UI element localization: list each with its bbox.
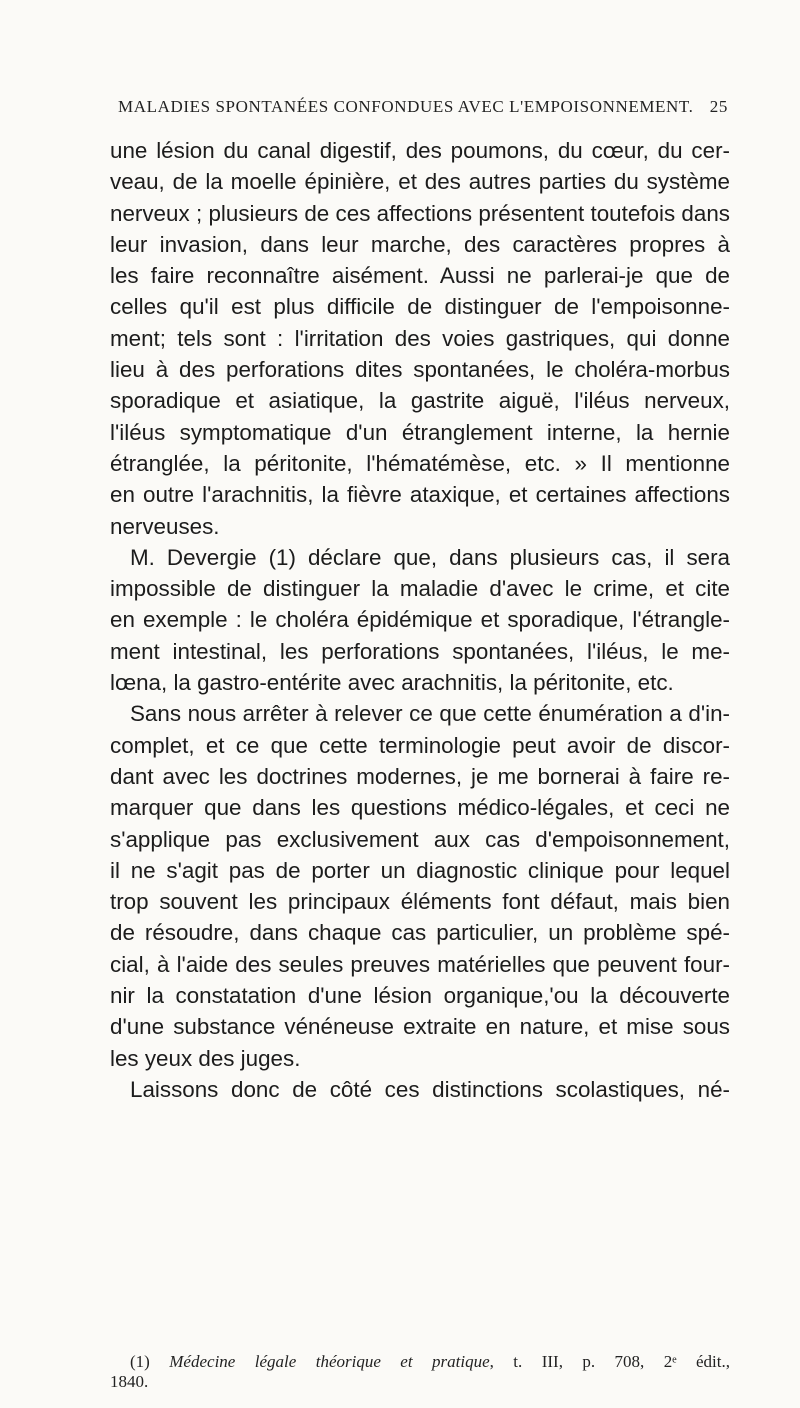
text-line: ment intestinal, les perforations spontanées, l'iléus, le me- bbox=[110, 638, 730, 664]
text-line: nerveux ; plusieurs de ces affections présentent toutefois dans bbox=[110, 200, 730, 226]
text-line: celles qu'il est plus difficile de distinguer de l'empoisonne- bbox=[110, 294, 730, 320]
text-line: nir la constatation d'une lésion organique,'ou la découverte bbox=[110, 983, 730, 1009]
text-line: trop souvent les principaux éléments font défaut, mais bien bbox=[110, 889, 730, 915]
footnote-details: , t. III, p. 708, 2ᵉ édit., bbox=[489, 1352, 731, 1371]
footnote-book-title: Médecine légale théorique et pratique bbox=[169, 1352, 490, 1371]
body-text bbox=[110, 135, 730, 1105]
text-line: marquer que dans les questions médico-légales, et ceci ne bbox=[110, 795, 730, 821]
text-line: Laissons donc de côté ces distinctions scolastiques, né- bbox=[130, 1076, 730, 1102]
text-line: lœna, la gastro-entérite avec arachnitis, la péritonite, etc. bbox=[110, 670, 674, 696]
page-number: 25 bbox=[709, 97, 728, 116]
text-line: s'applique pas exclusivement aux cas d'empoisonnement, bbox=[110, 826, 730, 852]
paragraph-1 bbox=[110, 135, 730, 542]
text-line: les faire reconnaître aisément. Aussi ne parlerai-je que de bbox=[110, 263, 730, 289]
footnote-marker: (1) bbox=[130, 1352, 150, 1371]
text-line: cial, à l'aide des seules preuves matérielles que peuvent four- bbox=[110, 951, 730, 977]
text-line: impossible de distinguer la maladie d'avec le crime, et cite bbox=[110, 576, 730, 602]
text-line: une lésion du canal digestif, des poumons, du cœur, du cer- bbox=[110, 138, 730, 163]
footnote-line bbox=[110, 1352, 730, 1372]
paragraph-2 bbox=[110, 542, 730, 698]
text-line: M. Devergie (1) déclare que, dans plusieurs cas, il sera bbox=[130, 544, 730, 570]
text-line: nerveuses. bbox=[110, 513, 220, 539]
text-line: d'une substance vénéneuse extraite en nature, et mise sous bbox=[110, 1014, 730, 1040]
text-line: complet, et ce que cette terminologie peut avoir de discor- bbox=[110, 732, 730, 758]
paragraph-3 bbox=[110, 698, 730, 1074]
running-head bbox=[118, 97, 728, 121]
footnote bbox=[110, 1352, 730, 1392]
text-line: étranglée, la péritonite, l'hématémèse, etc. » Il mentionne bbox=[110, 450, 730, 476]
running-title: MALADIES SPONTANÉES CONFONDUES AVEC L'EMPOISONNEMENT. bbox=[118, 97, 694, 116]
text-line: sporadique et asiatique, la gastrite aiguë, l'iléus nerveux, bbox=[110, 388, 730, 414]
text-line: l'iléus symptomatique d'un étranglement interne, la hernie bbox=[110, 419, 730, 445]
text-line: de résoudre, dans chaque cas particulier, un problème spé- bbox=[110, 920, 730, 946]
text-line: leur invasion, dans leur marche, des caractères propres à bbox=[110, 231, 730, 257]
text-line: il ne s'agit pas de porter un diagnostic clinique pour lequel bbox=[110, 857, 730, 883]
text-line: lieu à des perforations dites spontanées, le choléra-morbus bbox=[110, 357, 730, 383]
footnote-year: 1840. bbox=[110, 1372, 149, 1391]
text-line: Sans nous arrêter à relever ce que cette énumération a d'in- bbox=[130, 701, 730, 727]
text-line: veau, de la moelle épinière, et des autres parties du système bbox=[110, 169, 730, 195]
text-line: ment; tels sont : l'irritation des voies gastriques, qui donne bbox=[110, 325, 730, 351]
text-line: les yeux des juges. bbox=[110, 1045, 301, 1071]
paragraph-4 bbox=[110, 1074, 730, 1105]
text-line: en exemple : le choléra épidémique et sporadique, l'étrangle- bbox=[110, 607, 730, 633]
text-line: dant avec les doctrines modernes, je me bornerai à faire re- bbox=[110, 763, 730, 789]
text-line: en outre l'arachnitis, la fièvre ataxique, et certaines affections bbox=[110, 482, 730, 508]
